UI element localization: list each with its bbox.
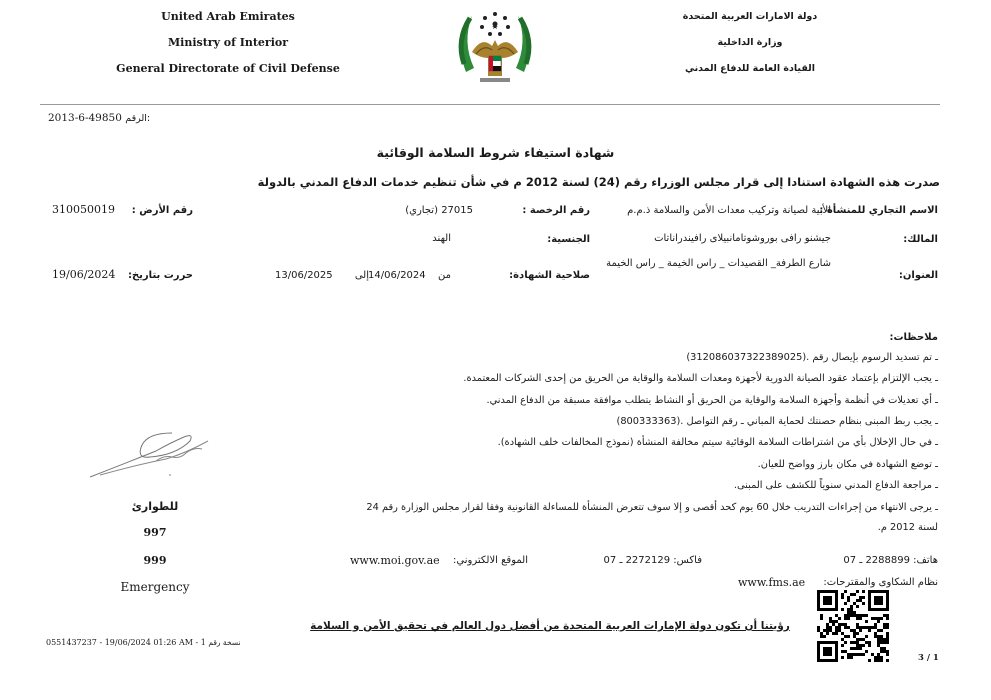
print-info	[46, 638, 241, 647]
qr-code	[817, 590, 889, 662]
note-item: ـ توضع الشهادة في مكان بارز وواضح للعيان.	[757, 459, 938, 470]
license-number-label: رقم الرخصة :	[522, 205, 590, 216]
header-country-en: United Arab Emirates	[161, 10, 295, 23]
address-value: شارع الطرفة_ القصيدات _ راس الخيمة _ راس الخيمة	[606, 258, 831, 269]
owner-value: جيشنو رافى بوروشوتامانبيلاى رافيندراناتات	[654, 233, 831, 244]
signature-image	[86, 425, 216, 485]
reference-number	[48, 112, 150, 124]
ministry-emblem-logo	[452, 2, 538, 96]
emergency-label-en: Emergency	[120, 580, 190, 594]
note-item: ـ في حال الإخلال بأي من اشتراطات السلامة الوقائية سيتم مخالفة المنشأة (نموذج المخالفات خلف الشهادة).	[497, 437, 938, 448]
certificate-title: شهادة استيفاء شروط السلامة الوقائية	[376, 145, 615, 160]
owner-label: المالك:	[903, 234, 938, 245]
header-directorate-ar: القيادة العامة للدفاع المدني	[685, 63, 815, 74]
issued-date-value: 19/06/2024	[52, 268, 116, 281]
note-item: ـ يجب الإلتزام بإعتماد عقود الصيانة الدورية لأجهزة ومعدات السلامة والوقاية من الحريق من إحدى الشركات المعتمدة.	[463, 373, 938, 384]
note-item: لسنة 2012 م.	[877, 522, 938, 533]
trade-name-label: الاسم التجاري للمنشأة :	[819, 205, 938, 216]
note-item: ـ يجب ربط المبنى بنظام حصنتك لحماية المباني ـ رقم التواصل .(800333363)	[616, 416, 938, 427]
nationality-label: الجنسية:	[547, 234, 590, 245]
validity-from-date: 14/06/2024	[368, 270, 426, 281]
validity-from-label: من	[438, 270, 451, 281]
issued-date-label: حررت بتاريخ:	[127, 270, 193, 281]
header-ministry-en: Ministry of Interior	[167, 36, 289, 49]
validity-to-date: 13/06/2025	[275, 270, 333, 281]
fax-number: فاكس: 2272129 ـ 07	[603, 555, 702, 566]
page-number: 3 / 1	[918, 653, 939, 663]
emergency-label-ar: للطوارئ	[131, 500, 179, 513]
website-label: الموقع الالكتروني:	[453, 555, 528, 566]
trade-name-value: الأبية لصيانة وتركيب معدات الأمن والسلامة ذ.م.م	[627, 205, 831, 216]
reference-value: 2013-6-49850	[48, 112, 122, 124]
website-link[interactable]: www.moi.gov.ae	[350, 554, 440, 567]
reference-label: الرقم:	[125, 113, 151, 124]
note-item: ـ يرجى الانتهاء من إجراءات التدريب خلال 60 يوم كحد أقصى و إلا سوف تتعرض المنشأة للمساءلة القانونية وفقا لقرار مجلس الوزارة رقم 24	[366, 502, 938, 513]
license-number-value: 27015 (تجاري)	[405, 205, 473, 216]
notes-heading: ملاحظات:	[889, 332, 938, 343]
address-label: العنوان:	[898, 270, 938, 281]
emergency-number-997: 997	[143, 526, 167, 539]
header-divider	[40, 104, 940, 105]
validity-to-label: إلى	[354, 270, 369, 281]
complaints-label: نظام الشكاوى والمقترحات:	[823, 577, 938, 588]
certificate-subtitle: صدرت هذه الشهادة استنادا إلى قرار مجلس الوزراء رقم (24) لسنة 2012 م في شأن تنظيم خدمات الدفاع المدني بالدولة	[257, 175, 940, 189]
nationality-value: الهند	[432, 233, 451, 244]
note-item: ـ أي تعديلات في أنظمة وأجهزة السلامة والوقاية من الحريق أو النشاط يتطلب موافقة مسبقة من الدفاع المدني.	[486, 395, 938, 406]
header-directorate-en: General Directorate of Civil Defense	[116, 62, 340, 75]
note-item: ـ مراجعة الدفاع المدني سنوياً للكشف على المبنى.	[733, 480, 938, 491]
emergency-number-999: 999	[143, 554, 167, 567]
vision-statement: رؤيتنا أن تكون دولة الإمارات العربية المتحدة من أفضل دول العالم في تحقيق الأمن و السلامة	[310, 620, 790, 632]
land-number-label: رقم الأرض :	[131, 205, 193, 216]
validity-label: صلاحية الشهادة:	[509, 270, 590, 281]
copy-number-label: نسخة رقم	[208, 638, 241, 647]
header-country-ar: دولة الامارات العربية المتحدة	[682, 11, 818, 22]
phone-number: هاتف: 2288899 ـ 07	[843, 555, 938, 566]
note-item: ـ تم تسديد الرسوم بإيصال رقم .(312086037322389025)	[686, 352, 938, 363]
land-number-value: 310050019	[52, 203, 115, 216]
print-info-text: 0551437237 - 19/06/2024 01:26 AM - 1	[46, 638, 206, 647]
complaints-link[interactable]: www.fms.ae	[738, 576, 806, 589]
header-ministry-ar: وزارة الداخلية	[717, 37, 783, 48]
